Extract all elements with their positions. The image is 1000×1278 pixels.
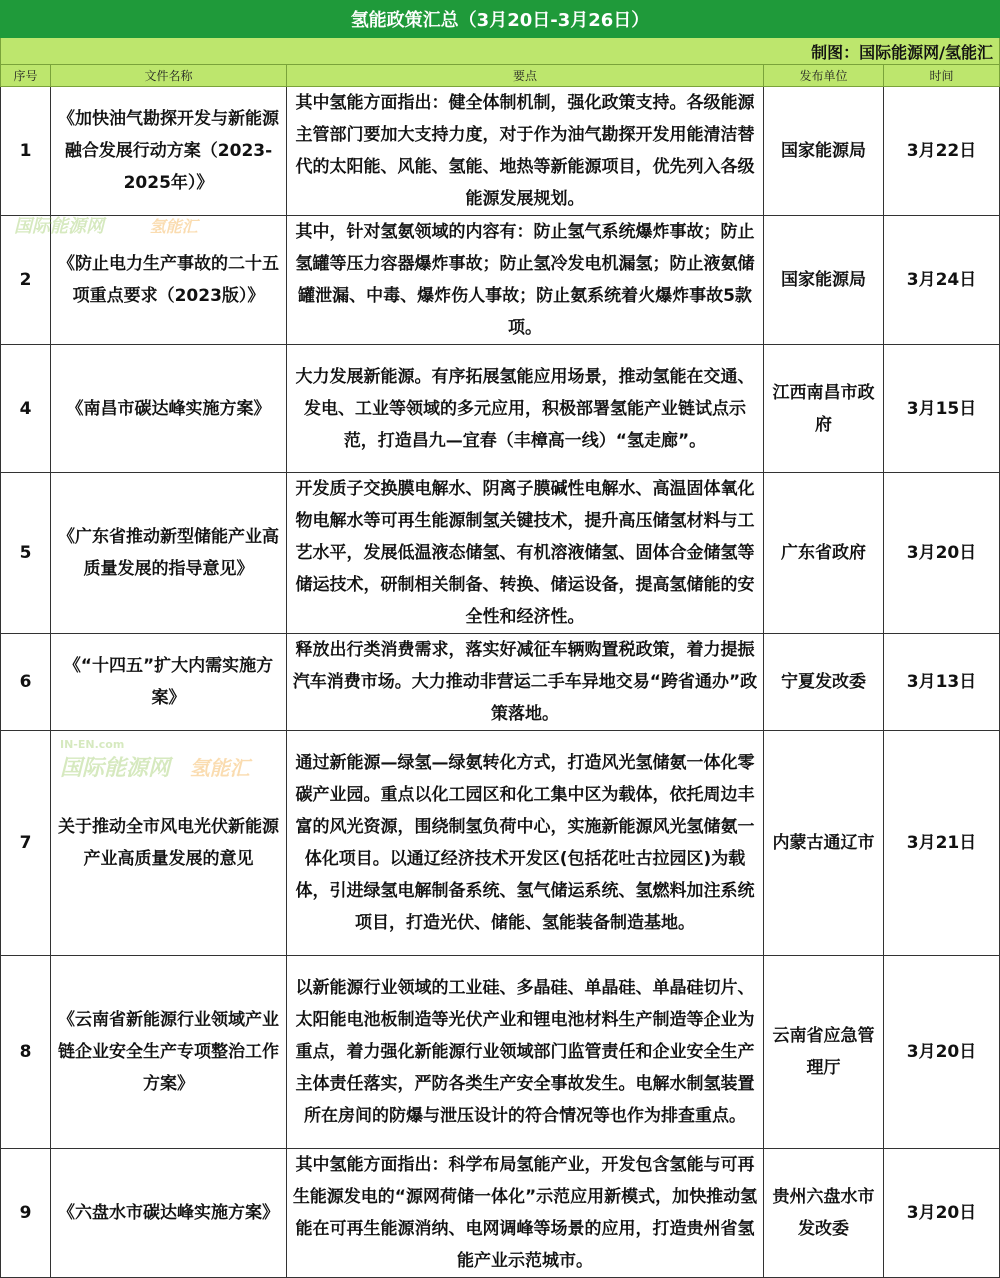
table-row [1,87,1000,216]
row-number: 9 [1,1149,51,1278]
document-name: 关于推动全市风电光伏新能源产业高质量发展的意见 [51,731,287,956]
publisher: 广东省政府 [764,473,884,634]
publish-date: 3月13日 [884,634,1000,731]
header-cell-keypoints: 要点 [287,65,764,87]
key-points: 释放出行类消费需求，落实好减征车辆购置税政策，着力提振汽车消费市场。大力推动非营运二手车异地交易“跨省通办”政策落地。 [287,634,764,731]
document-name: 《防止电力生产事故的二十五项重点要求（2023版）》 [51,216,287,345]
key-points: 其中，针对氢氨领域的内容有：防止氢气系统爆炸事故；防止氢罐等压力容器爆炸事故；防止氢冷发电机漏氢；防止液氨储罐泄漏、中毒、爆炸伤人事故；防止氨系统着火爆炸事故5款项。 [287,216,764,345]
key-points: 其中氢能方面指出：健全体制机制，强化政策支持。各级能源主管部门要加大支持力度，对于作为油气勘探开发用能清洁替代的太阳能、风能、氢能、地热等新能源项目，优先列入各级能源发展规划。 [287,87,764,216]
row-number: 8 [1,956,51,1149]
row-number: 2 [1,216,51,345]
publish-date: 3月20日 [884,956,1000,1149]
document-name: 《六盘水市碳达峰实施方案》 [51,1149,287,1278]
key-points: 以新能源行业领域的工业硅、多晶硅、单晶硅、单晶硅切片、太阳能电池板制造等光伏产业和锂电池材料生产制造等企业为重点，着力强化新能源行业领域部门监管责任和企业安全生产主体责任落实，严防各类生产安全事故发生。电解水制氢装置所在房间的防爆与泄压设计的符合情况等也作为排查重点。 [287,956,764,1149]
table-row [1,1149,1000,1278]
header-cell-number: 序号 [1,65,51,87]
table-row [1,345,1000,473]
header-row [1,65,1000,87]
row-number: 1 [1,87,51,216]
publisher: 国家能源局 [764,216,884,345]
title-row [1,1,1000,38]
publisher: 云南省应急管理厅 [764,956,884,1149]
watermark-brand: 氢能汇 [149,217,198,236]
sheet-credit: 制图：国际能源网/氢能汇 [1,38,1000,65]
row-number: 7 [1,731,51,956]
key-points: 其中氢能方面指出：科学布局氢能产业，开发包含氢能与可再生能源发电的“源网荷储一体化”示范应用新模式，加快推动氢能在可再生能源消纳、电网调峰等场景的应用，打造贵州省氢能产业示范城市。 [287,1149,764,1278]
document-name: 《云南省新能源行业领域产业链企业安全生产专项整治工作方案》 [51,956,287,1149]
publish-date: 3月22日 [884,87,1000,216]
table-row [1,634,1000,731]
header-cell-filename: 文件名称 [51,65,287,87]
watermark-site-name: 国际能源网 [60,756,171,781]
document-name: 《“十四五”扩大内需实施方案》 [51,634,287,731]
watermark-brand: 氢能汇 [189,756,250,780]
row-number: 5 [1,473,51,634]
table-row [1,731,1000,956]
publish-date: 3月24日 [884,216,1000,345]
document-name: 《南昌市碳达峰实施方案》 [51,345,287,473]
publish-date: 3月20日 [884,1149,1000,1278]
table-row [1,473,1000,634]
watermark-site-url: IN-EN.com [60,738,125,751]
credit-row [1,38,1000,65]
table-row [1,956,1000,1149]
key-points: 通过新能源—绿氢—绿氨转化方式，打造风光氢储氨一体化零碳产业园。重点以化工园区和化工集中区为载体，依托周边丰富的风光资源，围绕制氢负荷中心，实施新能源风光氢储氨一体化项目。以通辽经济技术开发区(包括花吐古拉园区)为载体，引进绿氢电解制备系统、氢气储运系统、氢燃料加注系统项目，打造光伏、储能、氢能装备制造基地。 [287,731,764,956]
key-points: 开发质子交换膜电解水、阴离子膜碱性电解水、高温固体氧化物电解水等可再生能源制氢关键技术，提升高压储氢材料与工艺水平，发展低温液态储氢、有机溶液储氢、固体合金储氢等储运技术，研制相关制备、转换、储运设备，提高氢储能的安全性和经济性。 [287,473,764,634]
publisher: 国家能源局 [764,87,884,216]
publisher: 内蒙古通辽市 [764,731,884,956]
publish-date: 3月15日 [884,345,1000,473]
header-cell-date: 时间 [884,65,1000,87]
row-number: 6 [1,634,51,731]
watermark-site-name: 国际能源网 [14,216,104,237]
header-cell-publisher: 发布单位 [764,65,884,87]
key-points: 大力发展新能源。有序拓展氢能应用场景，推动氢能在交通、发电、工业等领域的多元应用，积极部署氢能产业链试点示范，打造昌九—宜春（丰樟高一线）“氢走廊”。 [287,345,764,473]
publish-date: 3月21日 [884,731,1000,956]
publisher: 宁夏发改委 [764,634,884,731]
table-row [1,216,1000,345]
publish-date: 3月20日 [884,473,1000,634]
publisher: 贵州六盘水市发改委 [764,1149,884,1278]
sheet-title: 氢能政策汇总（3月20日-3月26日） [1,1,1000,38]
document-name: 《广东省推动新型储能产业高质量发展的指导意见》 [51,473,287,634]
publisher: 江西南昌市政府 [764,345,884,473]
document-name: 《加快油气勘探开发与新能源融合发展行动方案（2023-2025年）》 [51,87,287,216]
row-number: 4 [1,345,51,473]
